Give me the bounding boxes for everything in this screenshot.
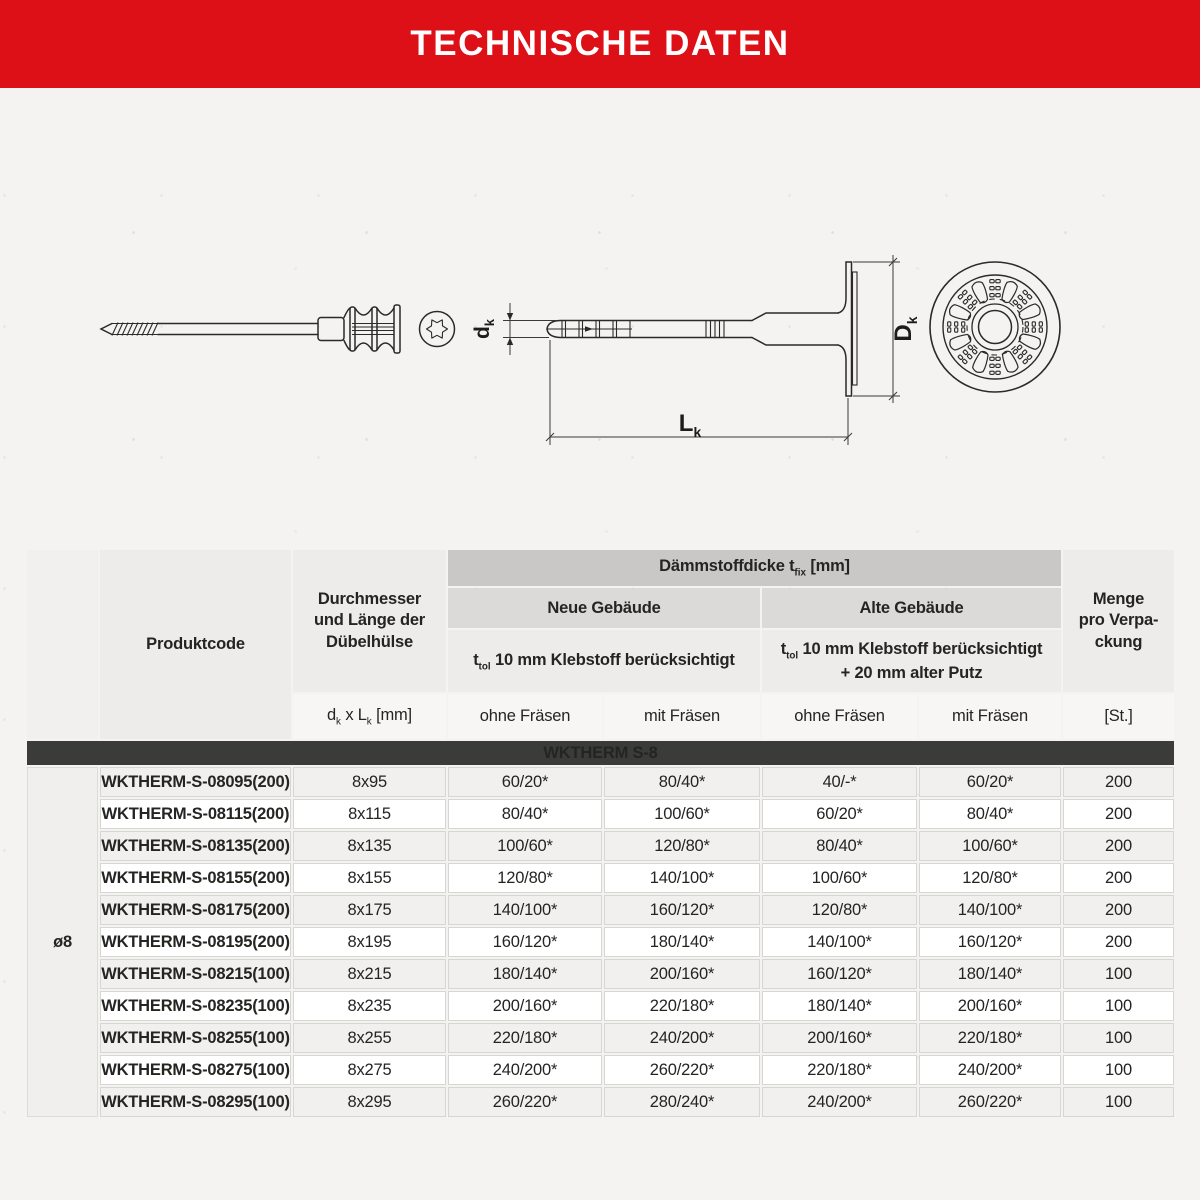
cell-menge: 100	[1063, 1087, 1174, 1117]
cell-alt-mit: 260/220*	[919, 1087, 1061, 1117]
header-neue-ohne-fraesen: ohne Fräsen	[448, 694, 602, 739]
cell-menge: 200	[1063, 799, 1174, 829]
cell-alt-mit: 100/60*	[919, 831, 1061, 861]
cell-alt-ohne: 80/40*	[762, 831, 917, 861]
cell-menge: 200	[1063, 863, 1174, 893]
header-alte-mit-fraesen: mit Fräsen	[919, 694, 1061, 739]
header-daemmstoffdicke: Dämmstoffdicke $t_{fix}$ [mm]	[448, 550, 1061, 586]
cell-neu-ohne: 140/100*	[448, 895, 602, 925]
header-st-unit: [St.]	[1063, 694, 1174, 739]
cell-neu-mit: 280/240*	[604, 1087, 760, 1117]
table-row	[27, 1087, 1174, 1117]
cell-menge: 100	[1063, 1023, 1174, 1053]
cell-neu-ohne: 60/20*	[448, 767, 602, 797]
cell-size: 8x215	[293, 959, 446, 989]
diameter-cell: ø8	[27, 767, 98, 1117]
cell-size: 8x95	[293, 767, 446, 797]
cell-neu-ohne: 180/140*	[448, 959, 602, 989]
cell-neu-mit: 140/100*	[604, 863, 760, 893]
cell-produktcode: WKTHERM-S-08115(200)	[100, 799, 291, 829]
cell-neu-ohne: 260/220*	[448, 1087, 602, 1117]
cell-alt-ohne: 220/180*	[762, 1055, 917, 1085]
cell-alt-ohne: 100/60*	[762, 863, 917, 893]
dowel-side-drawing	[471, 255, 920, 445]
header-produktcode: Produktcode	[100, 550, 291, 739]
cell-alt-ohne: 140/100*	[762, 927, 917, 957]
cell-produktcode: WKTHERM-S-08235(100)	[100, 991, 291, 1021]
cell-neu-ohne: 120/80*	[448, 863, 602, 893]
table-row	[27, 831, 1174, 861]
cell-alt-mit: 80/40*	[919, 799, 1061, 829]
cell-alt-mit: 180/140*	[919, 959, 1061, 989]
cell-size: 8x195	[293, 927, 446, 957]
header-menge: Menge pro Verpa- ckung	[1063, 550, 1174, 692]
cell-menge: 200	[1063, 895, 1174, 925]
cell-alt-ohne: 120/80*	[762, 895, 917, 925]
cell-produktcode: WKTHERM-S-08215(100)	[100, 959, 291, 989]
cell-size: 8x115	[293, 799, 446, 829]
cell-produktcode: WKTHERM-S-08155(200)	[100, 863, 291, 893]
header-durchmesser: Durchmesser und Länge der Dübelhülse	[293, 550, 446, 692]
header-alte-note: $t_{tol}$ 10 mm Klebstoff berücksichtigt + 20 mm alter Putz	[762, 630, 1061, 692]
table-row	[27, 1023, 1174, 1053]
cell-size: 8x275	[293, 1055, 446, 1085]
cell-menge: 200	[1063, 831, 1174, 861]
cell-menge: 200	[1063, 927, 1174, 957]
table-row	[27, 895, 1174, 925]
cell-alt-ohne: 240/200*	[762, 1087, 917, 1117]
cell-alt-mit: 200/160*	[919, 991, 1061, 1021]
cell-produktcode: WKTHERM-S-08135(200)	[100, 831, 291, 861]
table-row	[27, 767, 1174, 797]
table-row	[27, 1055, 1174, 1085]
cell-neu-mit: 220/180*	[604, 991, 760, 1021]
table-row	[27, 959, 1174, 989]
cell-alt-mit: 60/20*	[919, 767, 1061, 797]
technical-drawing	[0, 235, 1200, 470]
cell-neu-mit: 240/200*	[604, 1023, 760, 1053]
table-row	[27, 991, 1174, 1021]
cell-neu-mit: 120/80*	[604, 831, 760, 861]
cell-alt-mit: 160/120*	[919, 927, 1061, 957]
Dk-dim-label: $D_k$	[890, 316, 920, 342]
cell-neu-mit: 200/160*	[604, 959, 760, 989]
cell-menge: 100	[1063, 959, 1174, 989]
header-neue-gebaeude: Neue Gebäude	[448, 588, 760, 628]
cell-neu-ohne: 200/160*	[448, 991, 602, 1021]
cell-neu-ohne: 220/180*	[448, 1023, 602, 1053]
cell-alt-ohne: 200/160*	[762, 1023, 917, 1053]
cell-alt-mit: 220/180*	[919, 1023, 1061, 1053]
corner-cell	[27, 550, 98, 739]
cell-alt-ohne: 160/120*	[762, 959, 917, 989]
cell-neu-mit: 80/40*	[604, 767, 760, 797]
screw-drawing	[101, 305, 455, 353]
cell-produktcode: WKTHERM-S-08095(200)	[100, 767, 291, 797]
header-neue-note: $t_{tol}$ 10 mm Klebstoff berücksichtigt	[448, 630, 760, 692]
cell-alt-ohne: 40/-*	[762, 767, 917, 797]
dk-dim-label: $d_k$	[471, 318, 497, 340]
cell-produktcode: WKTHERM-S-08275(100)	[100, 1055, 291, 1085]
tech-data-table	[25, 548, 1176, 1119]
header-neue-mit-fraesen: mit Fräsen	[604, 694, 760, 739]
cell-produktcode: WKTHERM-S-08295(100)	[100, 1087, 291, 1117]
cell-neu-ohne: 100/60*	[448, 831, 602, 861]
table-row	[27, 863, 1174, 893]
cell-menge: 200	[1063, 767, 1174, 797]
cell-produktcode: WKTHERM-S-08195(200)	[100, 927, 291, 957]
cell-neu-mit: 260/220*	[604, 1055, 760, 1085]
cell-alt-ohne: 60/20*	[762, 799, 917, 829]
cell-produktcode: WKTHERM-S-08175(200)	[100, 895, 291, 925]
cell-neu-mit: 180/140*	[604, 927, 760, 957]
page-banner	[0, 0, 1200, 88]
table-row	[27, 927, 1174, 957]
header-size-unit: $d_k$ x $L_k$ [mm]	[293, 694, 446, 739]
cell-alt-mit: 240/200*	[919, 1055, 1061, 1085]
cell-size: 8x135	[293, 831, 446, 861]
cell-alt-ohne: 180/140*	[762, 991, 917, 1021]
dowel-front-drawing	[930, 262, 1060, 392]
cell-menge: 100	[1063, 1055, 1174, 1085]
cell-size: 8x295	[293, 1087, 446, 1117]
cell-neu-mit: 160/120*	[604, 895, 760, 925]
Lk-dim-label: $L_k$	[678, 410, 702, 440]
cell-neu-ohne: 80/40*	[448, 799, 602, 829]
cell-alt-mit: 120/80*	[919, 863, 1061, 893]
header-alte-gebaeude: Alte Gebäude	[762, 588, 1061, 628]
page-title: TECHNISCHE DATEN	[410, 24, 790, 63]
cell-neu-mit: 100/60*	[604, 799, 760, 829]
table-row	[27, 799, 1174, 829]
cell-size: 8x155	[293, 863, 446, 893]
group-title-band: WKTHERM S-8	[27, 741, 1174, 765]
cell-produktcode: WKTHERM-S-08255(100)	[100, 1023, 291, 1053]
header-alte-ohne-fraesen: ohne Fräsen	[762, 694, 917, 739]
cell-menge: 100	[1063, 991, 1174, 1021]
cell-alt-mit: 140/100*	[919, 895, 1061, 925]
cell-size: 8x235	[293, 991, 446, 1021]
cell-neu-ohne: 240/200*	[448, 1055, 602, 1085]
cell-size: 8x175	[293, 895, 446, 925]
cell-size: 8x255	[293, 1023, 446, 1053]
cell-neu-ohne: 160/120*	[448, 927, 602, 957]
